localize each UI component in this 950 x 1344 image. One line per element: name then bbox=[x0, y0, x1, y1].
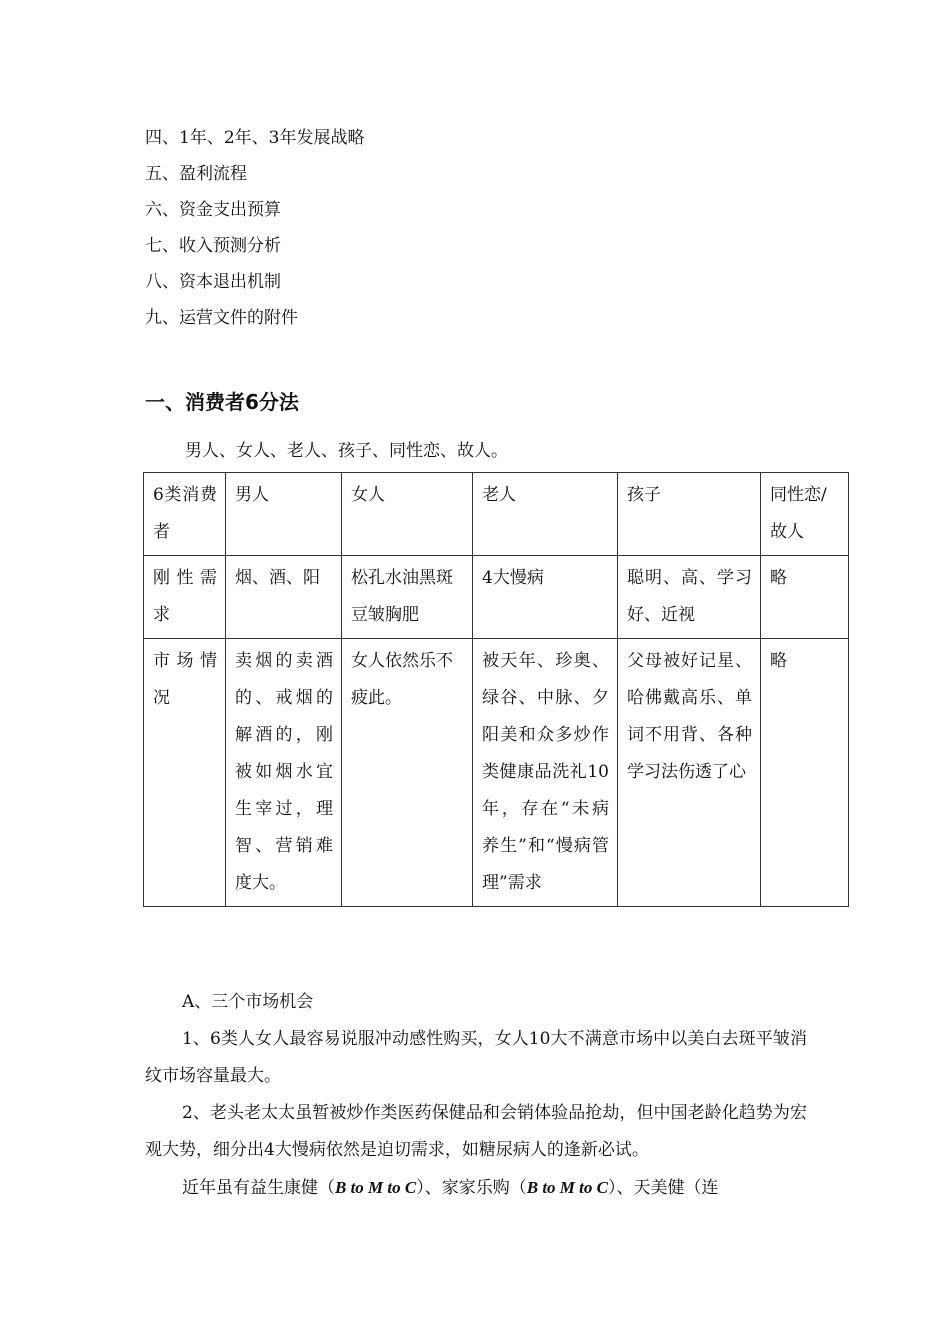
table-cell: 被天年、珍奥、绿谷、中脉、夕阳美和众多炒作类健康品洗礼10年，存在“未病养生”和“慢病管理”需求 bbox=[473, 639, 618, 907]
business-model-label: B to M to C bbox=[526, 1178, 608, 1197]
business-model-label: B to M to C bbox=[335, 1178, 417, 1197]
paragraph-3-text: 近年虽有益生康健（ bbox=[182, 1178, 335, 1198]
table-row bbox=[144, 556, 849, 639]
section-heading: 一、消费者6分法 bbox=[145, 390, 299, 414]
intro-text: 男人、女人、老人、孩子、同性恋、故人。 bbox=[185, 441, 508, 461]
toc-item: 九、运营文件的附件 bbox=[145, 308, 298, 328]
toc-item: 六、资金支出预算 bbox=[145, 200, 281, 220]
table-cell: 市场情况 bbox=[144, 639, 226, 907]
table-of-contents bbox=[145, 120, 364, 336]
table-cell: 刚性需求 bbox=[144, 556, 226, 639]
table-header-cell: 女人 bbox=[342, 473, 473, 556]
table-cell: 略 bbox=[761, 639, 849, 907]
table-row bbox=[144, 473, 849, 556]
table-cell: 父母被好记星、哈佛戴高乐、单词不用背、各种学习法伤透了心 bbox=[618, 639, 761, 907]
table-header-cell: 老人 bbox=[473, 473, 618, 556]
table-cell: 4大慢病 bbox=[473, 556, 618, 639]
table-row bbox=[144, 639, 849, 907]
paragraph-a-title: A、三个市场机会 bbox=[182, 992, 314, 1012]
table-cell: 卖烟的卖酒的、戒烟的解酒的，刚被如烟水宜生宰过，理智、营销难度大。 bbox=[226, 639, 342, 907]
paragraph-1: 1、6类人女人最容易说服冲动感性购买，女人10大不满意市场中以美白去斑平皱消纹市场容量最大。 bbox=[145, 1029, 807, 1086]
table-header-cell: 孩子 bbox=[618, 473, 761, 556]
consumer-table bbox=[143, 472, 849, 907]
table-header-cell: 同性恋/故人 bbox=[761, 473, 849, 556]
paragraph-3-text: ）、天美健（连 bbox=[608, 1178, 719, 1198]
paragraph-2: 2、老头老太太虽暂被炒作类医药保健品和会销体验品抢劫，但中国老龄化趋势为宏观大势，细分出4大慢病依然是迫切需求，如糖尿病人的逢新必试。 bbox=[145, 1103, 807, 1160]
paragraph-3-text: ）、家家乐购（ bbox=[416, 1178, 527, 1198]
table-cell: 略 bbox=[761, 556, 849, 639]
table-header-cell: 6类消费者 bbox=[144, 473, 226, 556]
table-cell: 松孔水油黑斑豆皱胸肥 bbox=[342, 556, 473, 639]
toc-item: 八、资本退出机制 bbox=[145, 272, 281, 292]
toc-item: 七、收入预测分析 bbox=[145, 236, 281, 256]
table-cell: 聪明、高、学习好、近视 bbox=[618, 556, 761, 639]
toc-item: 五、盈利流程 bbox=[145, 164, 247, 184]
table-cell: 女人依然乐不疲此。 bbox=[342, 639, 473, 907]
paragraph-3 bbox=[145, 1169, 807, 1207]
toc-item: 四、1年、2年、3年发展战略 bbox=[145, 128, 365, 148]
table-cell: 烟、酒、阳 bbox=[226, 556, 342, 639]
table-header-cell: 男人 bbox=[226, 473, 342, 556]
